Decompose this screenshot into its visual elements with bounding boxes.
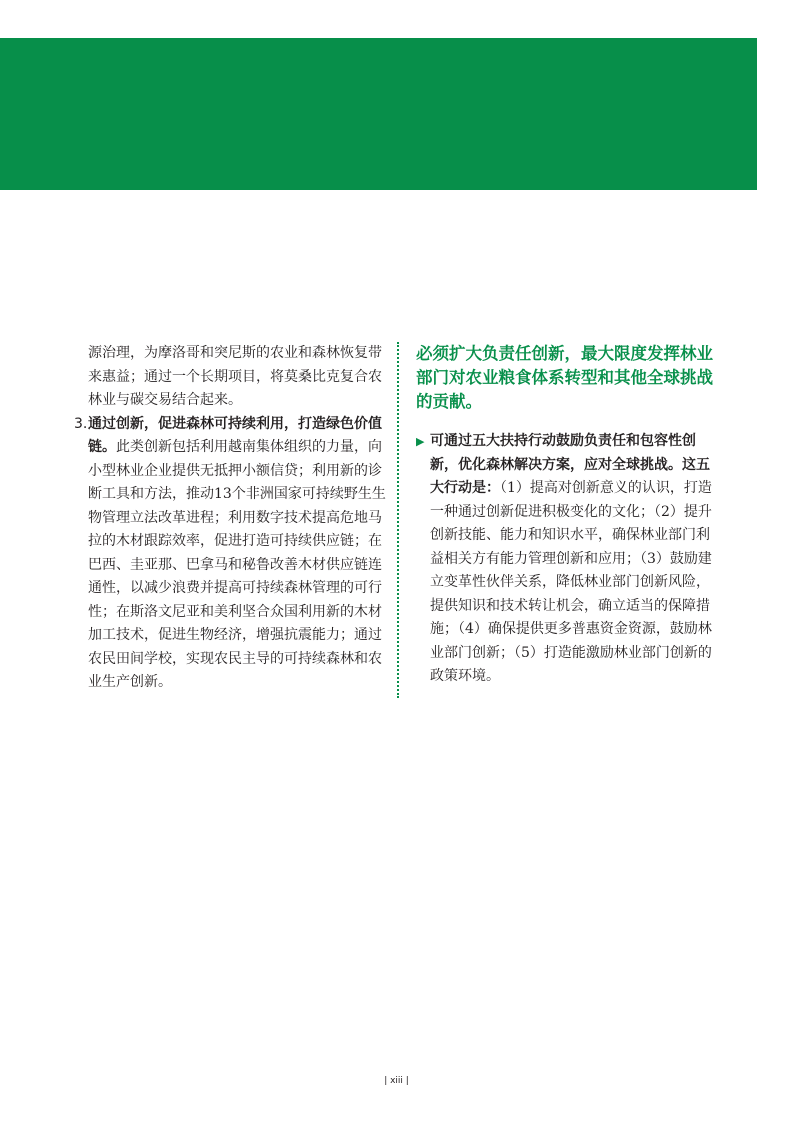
- bullet-text: （1）提高对创新意义的认识，打造一种通过创新促进积极变化的文化；（2）提升创新技能、能力和知识水平，确保林业部门利益相关方有能力管理创新和应用；（3）鼓励建立变革性伙伴关系，降低林业部门创新风险，提供知识和技术转让机会，确立适当的保障措施；（4）确保提供更多普惠资金资源，鼓励林业部门创新；（5）打造能激励林业部门创新的政策环境。: [430, 480, 712, 684]
- list-item-body: [88, 413, 386, 695]
- list-number: 3.: [74, 415, 88, 432]
- bullet-lead: 可通过五大扶持行动鼓励负责任和包容性创新，优化森林解决方案，应对全球挑战。这五大行动是：: [430, 433, 710, 496]
- left-column: [74, 342, 386, 695]
- list-item-3: [74, 413, 386, 695]
- bullet-body: [430, 430, 720, 689]
- list-item-text: 此类创新包括利用越南集体组织的力量，向小型林业企业提供无抵押小额信贷；利用新的诊断工具和方法，推动13个非洲国家可持续野生生物管理立法改革进程；利用数字技术提高危地马拉的木材跟踪效率，促进打造可持续供应链；在巴西、圭亚那、巴拿马和秘鲁改善木材供应链连通性，以减少浪费并提高可持续森林管理的可行性；在斯洛文尼亚和美利坚合众国利用新的木材加工技术，促进生物经济，增强抗震能力；通过农民田间学校，实现农民主导的可持续森林和农业生产创新。: [88, 439, 386, 690]
- continuation-paragraph: 源治理，为摩洛哥和突尼斯的农业和森林恢复带来惠益；通过一个长期项目，将莫桑比克复合农林业与碳交易结合起来。: [88, 345, 382, 408]
- bullet-item: [416, 430, 720, 689]
- list-item-lead: 通过创新，促进森林可持续利用，打造绿色价值链。: [88, 415, 382, 455]
- right-column: [416, 342, 720, 689]
- triangle-bullet-icon: ▶: [416, 435, 425, 448]
- column-divider: [397, 342, 399, 698]
- key-message-heading: 必须扩大负责任创新，最大限度发挥林业部门对农业粮食体系转型和其他全球挑战的贡献。: [416, 344, 713, 411]
- page-number: | xiii |: [384, 1076, 409, 1086]
- header-banner: [0, 38, 757, 190]
